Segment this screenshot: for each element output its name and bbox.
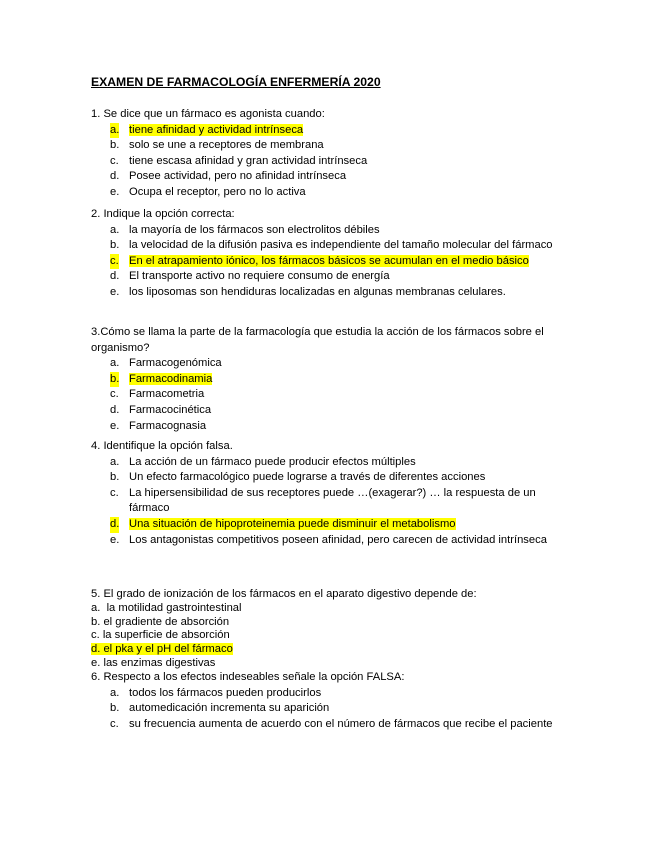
option-list xyxy=(91,455,571,549)
question-stem: 6. Respecto a los efectos indeseables señale la opción FALSA: xyxy=(91,671,405,683)
option-text: Los antagonistas competitivos poseen afinidad, pero carecen de actividad intrínseca xyxy=(129,533,547,546)
option-text: Farmacogenómica xyxy=(129,357,222,370)
option-list xyxy=(91,123,571,201)
option-d xyxy=(91,169,571,185)
option-letter: e. xyxy=(110,419,120,432)
option-letter: b. xyxy=(110,372,119,388)
option-c xyxy=(91,486,571,517)
option-text: la velocidad de la difusión pasiva es independiente del tamaño molecular del fármaco xyxy=(129,239,553,252)
option-letter: d. xyxy=(110,270,120,283)
option-text: En el atrapamiento iónico, los fármacos básicos se acumulan en el medio básico xyxy=(129,254,529,267)
option-list xyxy=(91,602,571,671)
option-text: la superficie de absorción xyxy=(102,629,230,642)
option-text: tiene escasa afinidad y gran actividad intrínseca xyxy=(129,154,368,167)
option-e xyxy=(91,533,571,549)
option-text: tiene afinidad y actividad intrínseca xyxy=(129,123,304,136)
option-text: la motilidad gastrointestinal xyxy=(106,601,242,614)
exam-title: EXAMEN DE FARMACOLOGÍA ENFERMERÍA 2020 xyxy=(91,75,381,89)
option-text: la mayoría de los fármacos son electrolitos débiles xyxy=(129,223,380,236)
option-letter: d. xyxy=(110,403,120,416)
option-a xyxy=(91,223,571,239)
option-d xyxy=(91,517,571,533)
option-a xyxy=(91,455,571,471)
option-e xyxy=(91,657,571,671)
option-letter: e. xyxy=(110,533,120,546)
option-letter: c. xyxy=(110,254,119,270)
option-text: su frecuencia aumenta de acuerdo con el número de fármacos que recibe el paciente xyxy=(129,717,553,730)
option-letter: e. xyxy=(110,185,120,198)
option-c xyxy=(91,154,571,170)
option-letter: d. xyxy=(91,643,101,656)
option-letter: c. xyxy=(110,154,119,167)
option-d xyxy=(91,643,571,657)
option-c xyxy=(91,387,571,403)
option-a xyxy=(91,602,571,616)
option-letter: c. xyxy=(110,717,119,730)
option-b xyxy=(91,616,571,630)
option-c xyxy=(91,717,571,733)
option-letter: b. xyxy=(91,615,101,628)
option-text: Ocupa el receptor, pero no lo activa xyxy=(129,185,306,198)
option-text: Farmacometria xyxy=(129,388,205,401)
option-letter: b. xyxy=(110,239,120,252)
option-letter: c. xyxy=(110,486,119,499)
question-4 xyxy=(91,439,571,548)
option-text: el pka y el pH del fármaco xyxy=(103,643,233,656)
option-list xyxy=(91,356,571,434)
question-5 xyxy=(91,588,571,671)
option-letter: a. xyxy=(110,686,120,699)
option-text: los liposomas son hendiduras localizadas en algunas membranas celulares. xyxy=(129,285,506,298)
option-text: automedicación incrementa su aparición xyxy=(129,702,330,715)
option-letter: a. xyxy=(110,357,120,370)
option-letter: e. xyxy=(110,285,120,298)
option-letter: b. xyxy=(110,471,120,484)
option-text: todos los fármacos pueden producirlos xyxy=(129,686,322,699)
option-letter: a. xyxy=(110,455,120,468)
option-d xyxy=(91,403,571,419)
option-e xyxy=(91,419,571,435)
option-text: La hipersensibilidad de sus receptores puede …(exagerar?) … la respuesta de un fármaco xyxy=(129,486,536,515)
option-b xyxy=(91,701,571,717)
question-1 xyxy=(91,107,571,201)
option-list xyxy=(91,686,571,733)
option-text: el gradiente de absorción xyxy=(103,615,230,628)
option-text: solo se une a receptores de membrana xyxy=(129,139,324,152)
option-text: las enzimas digestivas xyxy=(103,656,216,669)
option-b xyxy=(91,238,571,254)
option-text: Farmacocinética xyxy=(129,403,212,416)
option-letter: a. xyxy=(110,223,120,236)
option-letter: c. xyxy=(110,388,119,401)
question-stem: 4. Identifique la opción falsa. xyxy=(91,440,233,452)
option-list xyxy=(91,223,571,301)
option-e xyxy=(91,285,571,301)
option-a xyxy=(91,123,571,139)
option-letter: a. xyxy=(110,123,119,139)
option-a xyxy=(91,356,571,372)
option-letter: b. xyxy=(110,139,120,152)
option-c xyxy=(91,254,571,270)
option-b xyxy=(91,372,571,388)
option-b xyxy=(91,138,571,154)
option-letter: e. xyxy=(91,656,101,669)
question-6 xyxy=(91,670,571,732)
option-text: Una situación de hipoproteinemia puede disminuir el metabolismo xyxy=(129,517,456,530)
option-text: El transporte activo no requiere consumo de energía xyxy=(129,270,390,283)
question-stem: 3.Cómo se llama la parte de la farmacología que estudia la acción de los fármacos sobre el organismo? xyxy=(91,326,544,354)
option-text: Un efecto farmacológico puede lograrse a través de diferentes acciones xyxy=(129,471,486,484)
option-b xyxy=(91,470,571,486)
option-letter: b. xyxy=(110,702,120,715)
question-2 xyxy=(91,207,571,301)
option-text: Farmacognasia xyxy=(129,419,207,432)
option-letter: a. xyxy=(91,601,101,614)
option-e xyxy=(91,185,571,201)
question-stem: 1. Se dice que un fármaco es agonista cuando: xyxy=(91,108,325,120)
option-text: La acción de un fármaco puede producir efectos múltiples xyxy=(129,455,416,468)
option-text: Posee actividad, pero no afinidad intrínseca xyxy=(129,170,347,183)
option-d xyxy=(91,269,571,285)
option-text: Farmacodinamia xyxy=(129,372,213,385)
question-3 xyxy=(91,325,571,434)
question-stem: 5. El grado de ionización de los fármacos en el aparato digestivo depende de: xyxy=(91,588,477,600)
option-letter: c. xyxy=(91,629,100,642)
option-c xyxy=(91,629,571,643)
option-letter: d. xyxy=(110,517,119,533)
option-a xyxy=(91,686,571,702)
question-stem: 2. Indique la opción correcta: xyxy=(91,208,235,220)
option-letter: d. xyxy=(110,170,120,183)
